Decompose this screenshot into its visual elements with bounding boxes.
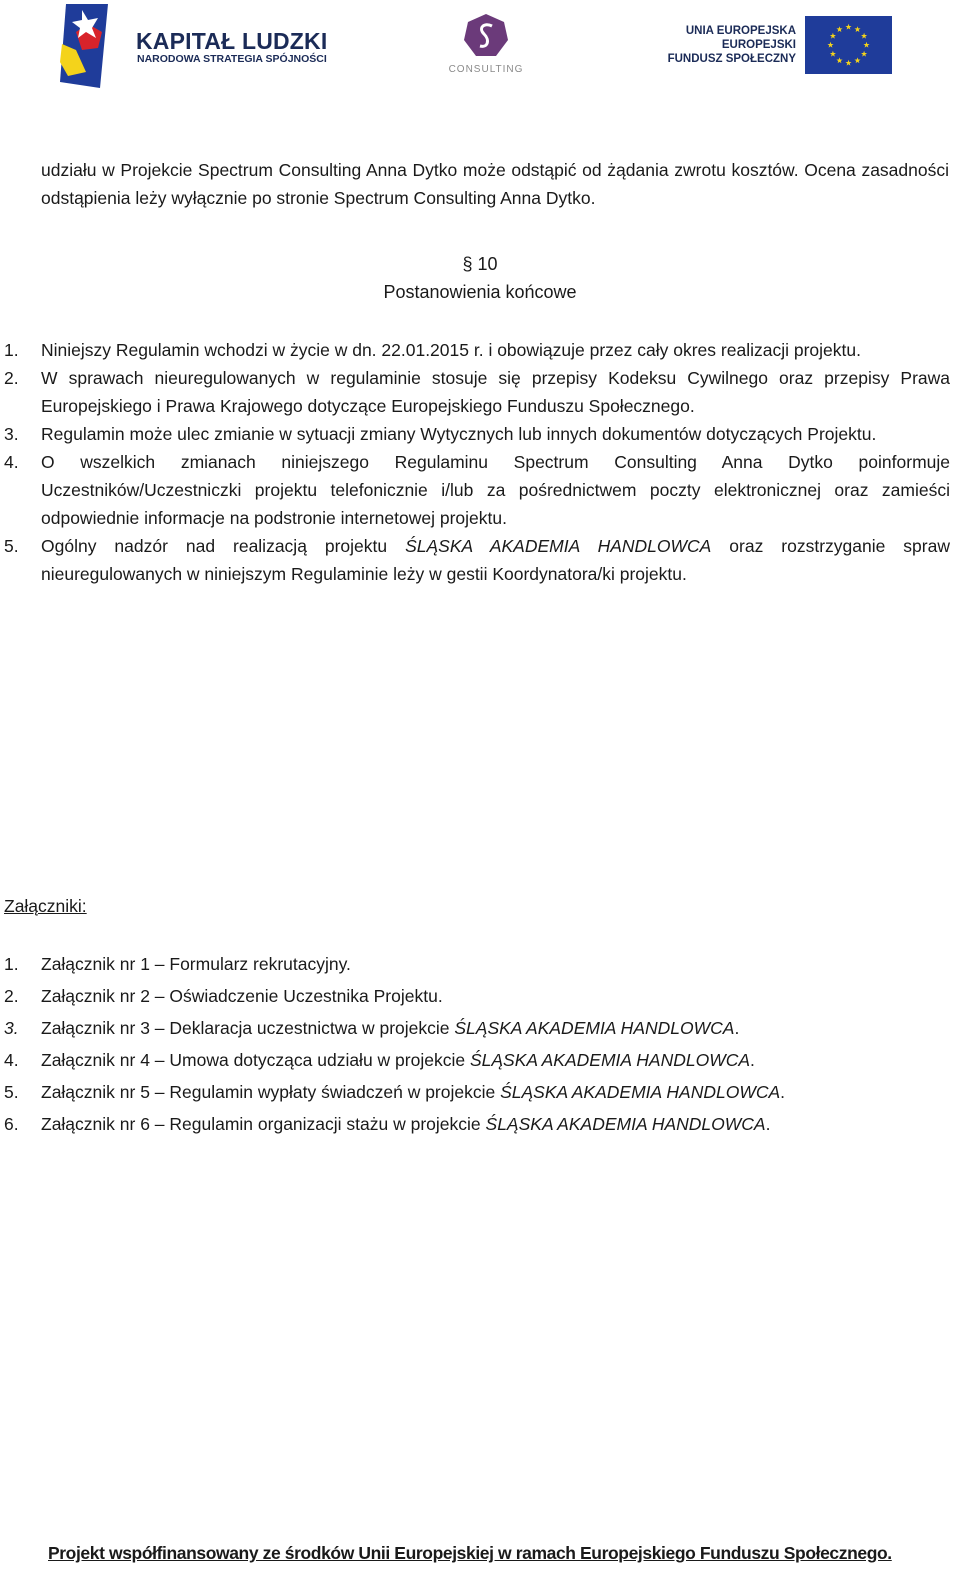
attachments-list <box>0 948 950 1140</box>
section-title: Postanowienia końcowe <box>383 282 577 302</box>
provision-item: 5. Ogólny nadzór nad realizacją projektu ŚLĄSKA AKADEMIA HANDLOWCA oraz rozstrzyganie spraw nieuregulowanych w niniejszym Regulaminie leży w gestii Koordynatora/ki projektu. <box>4 536 950 584</box>
final-provisions-list <box>0 336 950 588</box>
eu-flag-icon <box>805 16 892 74</box>
consulting-text: CONSULTING <box>448 64 524 75</box>
project-name: ŚLĄSKA AKADEMIA HANDLOWCA <box>405 536 712 556</box>
footer-text: Projekt współfinansowany ze środków Unii Europejskiej w ramach Europejskiego Funduszu Społecznego. <box>48 1543 892 1563</box>
eu-text-line-1: UNIA EUROPEJSKA <box>685 25 796 37</box>
eu-text-block <box>668 24 796 66</box>
kapital-ludzki-subtitle: NARODOWA STRATEGIA SPÓJNOŚCI <box>137 53 327 65</box>
kapital-ludzki-title: KAPITAŁ LUDZKI <box>136 28 328 54</box>
provision-item: 2. W sprawach nieuregulowanych w regulaminie stosuje się przepisy Kodeksu Cywilnego oraz przepisy Prawa Europejskiego i Prawa Krajowego dotyczące Europejskiego Funduszu Społecznego. <box>4 368 950 416</box>
provision-item: 1. Niniejszy Regulamin wchodzi w życie w dn. 22.01.2015 r. i obowiązuje przez cały okres realizacji projektu. <box>4 340 861 360</box>
attachment-item: 2. Załącznik nr 2 – Oświadczenie Uczestnika Projektu. <box>4 986 443 1006</box>
section-number: § 10 <box>462 254 498 274</box>
intro-paragraph: udziału w Projekcie Spectrum Consulting Anna Dytko może odstąpić od żądania zwrotu kosztów. Ocena zasadności odstąpienia leży wyłącznie po stronie Spectrum Consulting Anna Dytko. <box>41 160 949 208</box>
provision-item: 3. Regulamin może ulec zmianie w sytuacji zmiany Wytycznych lub innych dokumentów dotyczących Projektu. <box>4 424 877 444</box>
attachment-item: 6. Załącznik nr 6 – Regulamin organizacji stażu w projekcie ŚLĄSKA AKADEMIA HANDLOWCA. <box>4 1114 771 1134</box>
provision-item: 4. O wszelkich zmianach niniejszego Regulaminu Spectrum Consulting Anna Dytko poinformuje Uczestników/Uczestniczki projektu telefonicznie i/lub za pośrednictwem poczty elektronicznej oraz zamieści odpowiednie informacje na podstronie internetowej projektu. <box>4 452 950 528</box>
attachment-item: 4. Załącznik nr 4 – Umowa dotycząca udziału w projekcie ŚLĄSKA AKADEMIA HANDLOWCA. <box>4 1050 755 1070</box>
eu-text-line-2: EUROPEJSKI <box>721 39 796 51</box>
attachment-item: 1. Załącznik nr 1 – Formularz rekrutacyjny. <box>4 954 351 974</box>
attachment-item: 3. Załącznik nr 3 – Deklaracja uczestnictwa w projekcie ŚLĄSKA AKADEMIA HANDLOWCA. <box>4 1018 740 1038</box>
eu-text-line-3: FUNDUSZ SPOŁECZNY <box>667 53 796 65</box>
attachment-item: 5. Załącznik nr 5 – Regulamin wypłaty świadczeń w projekcie ŚLĄSKA AKADEMIA HANDLOWCA. <box>4 1082 786 1102</box>
attachments-heading: Załączniki: <box>4 896 87 916</box>
